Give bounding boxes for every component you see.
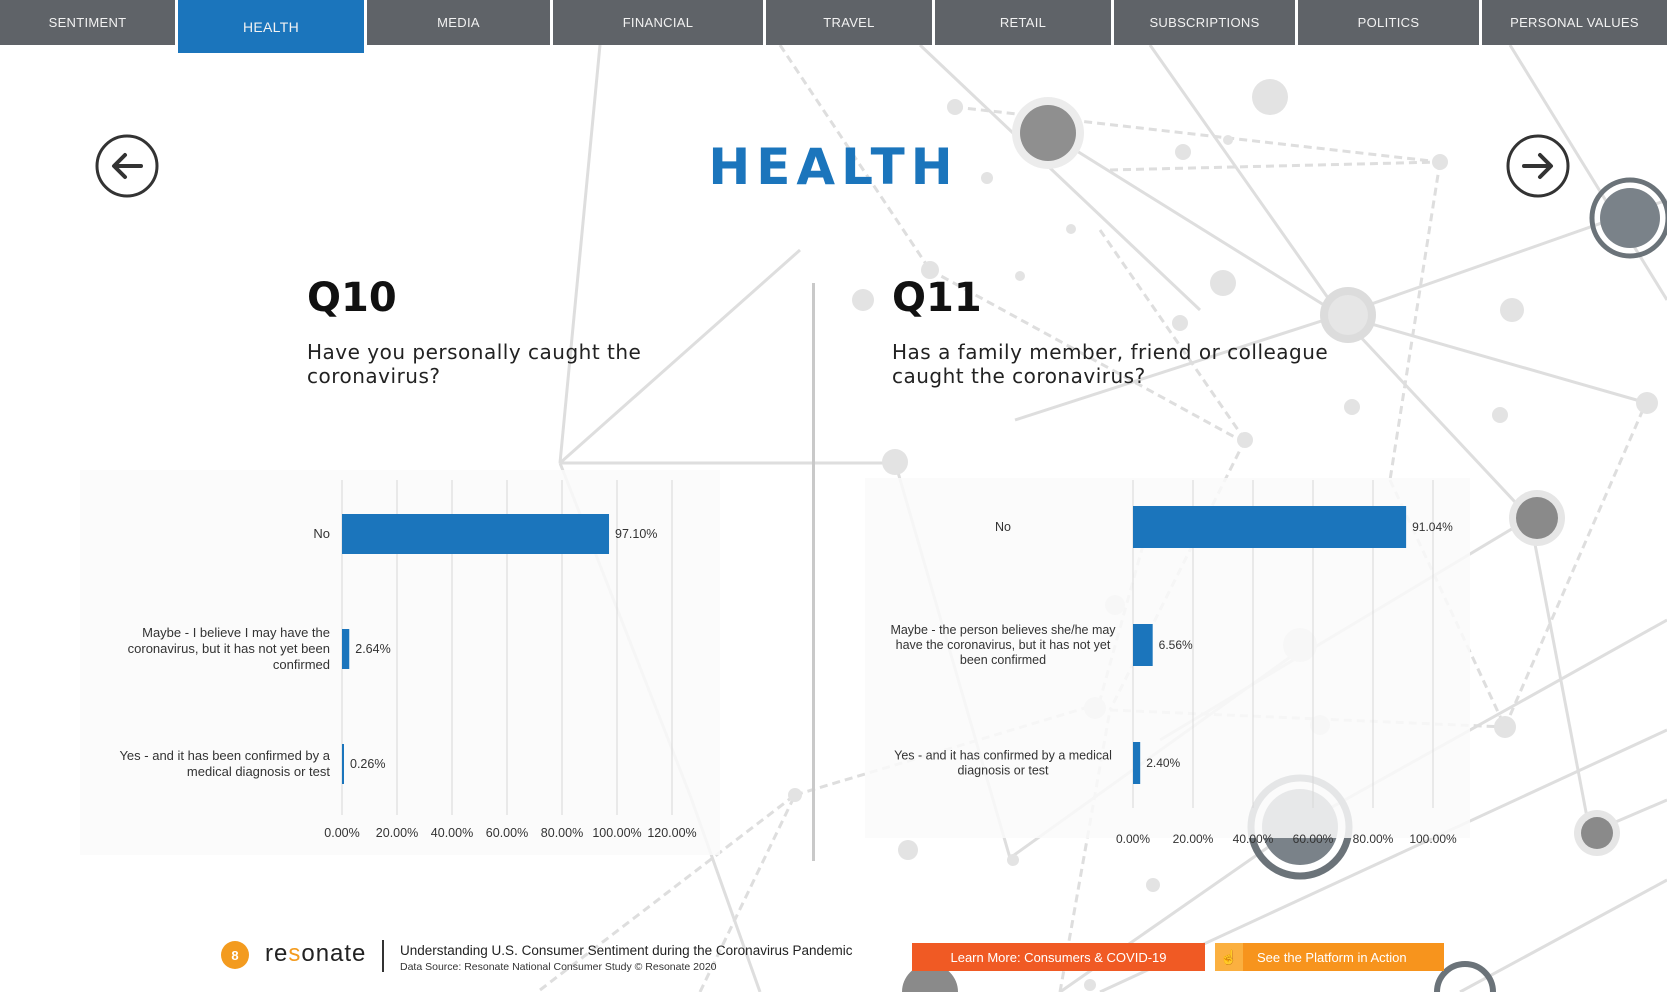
chart-bar — [1133, 624, 1153, 666]
resonate-logo: resonate — [265, 940, 367, 967]
see-platform-label: See the Platform in Action — [1257, 949, 1407, 965]
chart-category-label: No — [313, 526, 330, 541]
chart-tick-label: 0.00% — [1115, 832, 1151, 846]
chart-tick-label: 60.00% — [485, 826, 529, 840]
chart-value-label: 2.40% — [1146, 756, 1181, 770]
chart-q10 — [80, 470, 730, 855]
chart-value-label: 6.56% — [1158, 638, 1193, 652]
question-text-q11: Has a family member, friend or colleague caught the coronavirus? — [892, 340, 1329, 388]
top-nav — [0, 0, 1667, 45]
chart-category-label: Yes - and it has confirmed by a medical — [894, 748, 1112, 763]
chart-value-label: 97.10% — [615, 527, 658, 541]
chart-tick-label: 20.00% — [375, 826, 419, 840]
footer-source: Data Source: Resonate National Consumer Study © Resonate 2020 — [400, 961, 717, 973]
chart-value-label: 0.26% — [350, 757, 386, 771]
see-platform-button[interactable] — [1215, 943, 1444, 971]
chart-category-label: medical diagnosis or test — [186, 764, 330, 779]
chart-tick-label: 40.00% — [430, 826, 474, 840]
chart-tick-label: 120.00% — [647, 826, 697, 840]
hand-pointer-icon: ☝ — [1215, 943, 1243, 971]
tab-sentiment[interactable]: SENTIMENT — [0, 0, 175, 45]
chart-tick-label: 80.00% — [540, 826, 584, 840]
chart-tick-label: 100.00% — [592, 826, 642, 840]
chart-category-label: confirmed — [272, 657, 330, 672]
tab-retail[interactable]: RETAIL — [935, 0, 1111, 45]
tab-personal-values[interactable]: PERSONAL VALUES — [1482, 0, 1667, 45]
chart-bar — [342, 744, 344, 784]
chart-bar — [1133, 742, 1140, 784]
chart-category-label: Maybe - the person believes she/he may — [890, 623, 1116, 637]
chart-category-label: Yes - and it has been confirmed by a — [119, 748, 330, 763]
page-number-badge: 8 — [221, 941, 249, 969]
chart-tick-label: 60.00% — [1292, 832, 1334, 846]
chart-bar — [1133, 506, 1406, 548]
chart-tick-label: 80.00% — [1352, 832, 1394, 846]
question-text-q10: Have you personally caught the coronavirus? — [307, 340, 642, 388]
tab-health[interactable]: HEALTH — [178, 0, 364, 53]
chart-category-label: have the coronavirus, but it has not yet — [895, 638, 1111, 652]
tab-travel[interactable]: TRAVEL — [766, 0, 932, 45]
chart-tick-label: 0.00% — [324, 826, 360, 840]
chart-value-label: 91.04% — [1412, 520, 1453, 534]
question-label-q10: Q10 — [307, 275, 397, 321]
chart-category-label: No — [995, 520, 1011, 534]
chart-value-label: 2.64% — [355, 642, 391, 656]
chart-category-label: been confirmed — [959, 653, 1047, 667]
chart-tick-label: 40.00% — [1232, 832, 1274, 846]
chart-tick-label: 20.00% — [1172, 832, 1214, 846]
tab-subscriptions[interactable]: SUBSCRIPTIONS — [1114, 0, 1295, 45]
page-title: HEALTH — [708, 138, 959, 196]
chart-category-label: coronavirus, but it has not yet been — [127, 641, 330, 656]
tab-financial[interactable]: FINANCIAL — [553, 0, 763, 45]
column-divider — [812, 283, 815, 861]
footer-separator — [382, 940, 384, 972]
footer — [0, 935, 1667, 992]
learn-more-button[interactable]: Learn More: Consumers & COVID-19 — [912, 943, 1205, 971]
footer-title: Understanding U.S. Consumer Sentiment during the Coronavirus Pandemic — [400, 943, 853, 958]
chart-bar — [342, 514, 609, 554]
chart-category-label: diagnosis or test — [957, 763, 1049, 778]
chart-category-label: Maybe - I believe I may have the — [142, 625, 330, 640]
tab-media[interactable]: MEDIA — [367, 0, 550, 45]
chart-bar — [342, 629, 349, 669]
tab-politics[interactable]: POLITICS — [1298, 0, 1479, 45]
chart-tick-label: 100.00% — [1409, 832, 1457, 846]
question-label-q11: Q11 — [892, 275, 982, 321]
chart-q11 — [865, 478, 1470, 853]
